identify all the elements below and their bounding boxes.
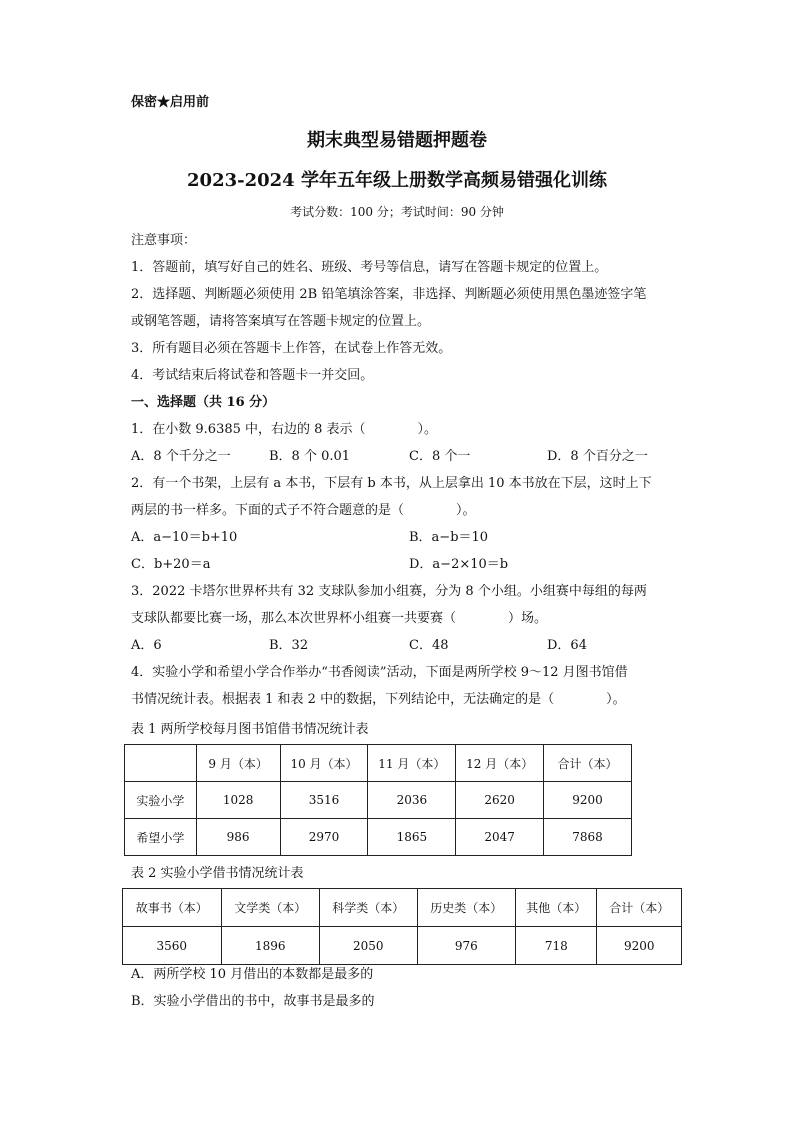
table-cell: 希望小学 <box>125 819 197 856</box>
table-cell: 1865 <box>368 819 456 856</box>
table-cell: 976 <box>417 927 516 965</box>
table-cell: 1896 <box>221 927 320 965</box>
table-header-cell: 其他（本） <box>516 889 597 927</box>
question-2-stem-line2: 两层的书一样多。下面的式子不符合题意的是（ ）。 <box>131 503 476 518</box>
q2-option-c: C．b+20＝a <box>131 557 211 572</box>
table-cell: 718 <box>516 927 597 965</box>
q1-option-c: C．8 个一 <box>409 449 471 464</box>
q4-option-a: A．两所学校 10 月借出的本数都是最多的 <box>131 967 374 982</box>
table-cell: 2050 <box>320 927 418 965</box>
table-header-cell: 10 月（本） <box>280 745 368 782</box>
q3-option-c: C．48 <box>409 638 449 653</box>
note-item: 1．答题前，填写好自己的姓名、班级、考号等信息，请写在答题卡规定的位置上。 <box>131 260 608 275</box>
table-header-cell: 11 月（本） <box>368 745 456 782</box>
table-cell: 986 <box>196 819 280 856</box>
question-4-stem-line1: 4．实验小学和希望小学合作举办“书香阅读”活动，下面是两所学校 9～12 月图书馆借 <box>131 665 628 680</box>
q1-option-b: B．8 个 0.01 <box>269 449 351 464</box>
note-item: 或钢笔答题，请将答案填写在答题卡规定的位置上。 <box>131 314 431 329</box>
table-header-cell <box>125 745 197 782</box>
q2-option-b: B．a−b＝10 <box>409 530 489 545</box>
question-4-stem-line2: 书情况统计表。根据表 1 和表 2 中的数据，下列结论中，无法确定的是（ ）。 <box>131 692 626 707</box>
table-cell: 2970 <box>280 819 368 856</box>
table-header-cell: 文学类（本） <box>221 889 320 927</box>
question-3-stem-line2: 支球队都要比赛一场，那么本次世界杯小组赛一共要赛（ ）场。 <box>131 611 548 626</box>
table-cell: 2620 <box>456 782 544 819</box>
table-header-cell: 历史类（本） <box>417 889 516 927</box>
table-header-row <box>125 745 632 782</box>
note-item: 3．所有题目必须在答题卡上作答，在试卷上作答无效。 <box>131 341 452 356</box>
q3-option-b: B．32 <box>269 638 309 653</box>
table-row <box>123 927 682 965</box>
exam-title: 期末典型易错题押题卷 <box>307 130 487 151</box>
table-cell: 3560 <box>123 927 222 965</box>
table-cell: 7868 <box>544 819 632 856</box>
table-header-cell: 12 月（本） <box>456 745 544 782</box>
secret-mark: 保密★启用前 <box>131 95 210 110</box>
table-cell: 3516 <box>280 782 368 819</box>
q1-option-a: A．8 个千分之一 <box>131 449 231 464</box>
q2-option-a: A．a−10＝b+10 <box>131 530 238 545</box>
q2-option-d: D．a−2×10＝b <box>409 557 509 572</box>
q4-option-b: B．实验小学借出的书中，故事书是最多的 <box>131 994 375 1009</box>
table-header-row <box>123 889 682 927</box>
table-1 <box>124 744 632 856</box>
question-1-stem: 1．在小数 9.6385 中，右边的 8 表示（ ）。 <box>131 422 438 437</box>
table-header-cell: 合计（本） <box>597 889 682 927</box>
exam-subtitle: 2023-2024 学年五年级上册数学高频易错强化训练 <box>187 170 607 191</box>
table-2-caption: 表 2 实验小学借书情况统计表 <box>131 866 304 881</box>
table-cell: 实验小学 <box>125 782 197 819</box>
note-item: 2．选择题、判断题必须使用 2B 铅笔填涂答案，非选择、判断题必须使用黑色墨迹签字笔 <box>131 287 647 302</box>
question-3-stem-line1: 3．2022 卡塔尔世界杯共有 32 支球队参加小组赛，分为 8 个小组。小组赛中每组的每两 <box>131 584 647 599</box>
table-header-cell: 合计（本） <box>544 745 632 782</box>
table-1-caption: 表 1 两所学校每月图书馆借书情况统计表 <box>131 722 369 737</box>
table-header-cell: 故事书（本） <box>123 889 222 927</box>
table-header-cell: 9 月（本） <box>196 745 280 782</box>
notes-heading: 注意事项： <box>131 233 197 248</box>
question-2-stem-line1: 2．有一个书架，上层有 a 本书，下层有 b 本书，从上层拿出 10 本书放在下层，这时上下 <box>131 476 652 491</box>
q3-option-d: D．64 <box>547 638 587 653</box>
table-header-cell: 科学类（本） <box>320 889 418 927</box>
table-2 <box>122 888 682 965</box>
table-cell: 2036 <box>368 782 456 819</box>
table-cell: 1028 <box>196 782 280 819</box>
score-info: 考试分数：100 分；考试时间：90 分钟 <box>290 205 504 219</box>
table-cell: 9200 <box>544 782 632 819</box>
q1-option-d: D．8 个百分之一 <box>547 449 648 464</box>
table-cell: 2047 <box>456 819 544 856</box>
q3-option-a: A．6 <box>131 638 162 653</box>
table-cell: 9200 <box>597 927 682 965</box>
section-heading: 一、选择题（共 16 分） <box>131 395 276 410</box>
note-item: 4．考试结束后将试卷和答题卡一并交回。 <box>131 368 374 383</box>
table-row <box>125 819 632 856</box>
table-row <box>125 782 632 819</box>
